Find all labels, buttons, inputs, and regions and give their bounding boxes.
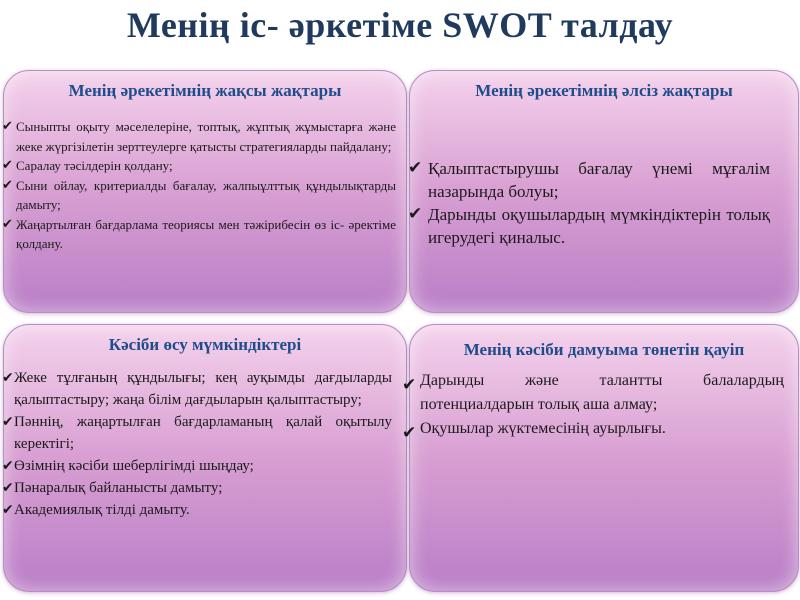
check-icon: ✔ xyxy=(402,375,417,395)
list-item: ✔ Сыни ойлау, критериалды бағалау, жалпыұлттық құндылықтарды дамыту; xyxy=(2,177,396,212)
opportunities-list xyxy=(2,367,392,521)
check-icon: ✔ xyxy=(2,414,14,430)
list-item: ✔ Жаңартылған бағдарлама теориясы мен тәжірибесін өз іс- әректіме қолдану. xyxy=(2,216,396,251)
threats-title: Менің кәсіби дамуыма төнетін қауіп xyxy=(463,340,745,359)
strengths-list xyxy=(2,117,396,254)
weaknesses-title: Менің әрекетімнің әлсіз жақтары xyxy=(475,81,733,100)
check-icon: ✔ xyxy=(408,158,423,178)
check-icon: ✔ xyxy=(2,370,14,386)
list-item: ✔ Оқушылар жүктемесінің ауырлығы. xyxy=(402,420,666,443)
check-icon: ✔ xyxy=(2,158,13,173)
threats-list xyxy=(402,369,784,443)
check-icon: ✔ xyxy=(2,177,13,193)
list-item: ✔ Дарынды және талантты балалардың потенциалдарын толық аша алмау; xyxy=(402,372,784,413)
threats-panel xyxy=(402,324,799,592)
check-icon: ✔ xyxy=(2,119,13,134)
list-item: ✔ Дарынды оқушылардың мүмкіндіктерін толық игерудегі қиналыс. xyxy=(408,204,770,247)
list-item: ✔ Сыныпты оқыту мәселелеріне, топтық, жұптық жұмыстарға және жеке жүргізілетін зерттеулерге қатысты стратегияларды пайдалану; xyxy=(2,119,396,154)
check-icon: ✔ xyxy=(2,480,14,496)
page-title: Менің іс- әркетіме SWOT талдау xyxy=(126,5,674,45)
weaknesses-panel xyxy=(409,70,799,313)
check-icon: ✔ xyxy=(408,204,423,224)
check-icon: ✔ xyxy=(2,458,14,474)
list-item: ✔ Қалыптастырушы бағалау үнемі мұғалім назарында болуы; xyxy=(408,158,770,201)
list-item: ✔ Пәннің, жаңартылған бағдарламаның қалай оқытылу керектігі; xyxy=(14,411,392,455)
strengths-panel xyxy=(3,70,407,313)
list-item: ✔ Жеке тұлғаның құндылығы; кең ауқымды дағдыларды қалыптастыру; жаңа білім дағдыларын қалыптастыру; xyxy=(14,367,392,411)
opportunities-title: Кәсіби өсу мүмкіндіктері xyxy=(108,335,302,354)
list-item: ✔ Академиялық тілді дамыту. xyxy=(14,499,392,521)
check-icon: ✔ xyxy=(402,423,417,443)
check-icon: ✔ xyxy=(2,216,13,232)
check-icon: ✔ xyxy=(2,502,14,518)
list-item: ✔ Өзімнің кәсіби шеберлігімді шыңдау; xyxy=(14,455,392,477)
strengths-title: Менің әрекетімнің жақсы жақтары xyxy=(68,81,342,100)
weaknesses-list xyxy=(408,157,770,249)
list-item: ✔ Саралау тәсілдерін қолдану; xyxy=(16,156,396,176)
opportunities-panel xyxy=(3,324,407,592)
list-item: ✔ Пәнаралық байланысты дамыту; xyxy=(14,477,392,499)
